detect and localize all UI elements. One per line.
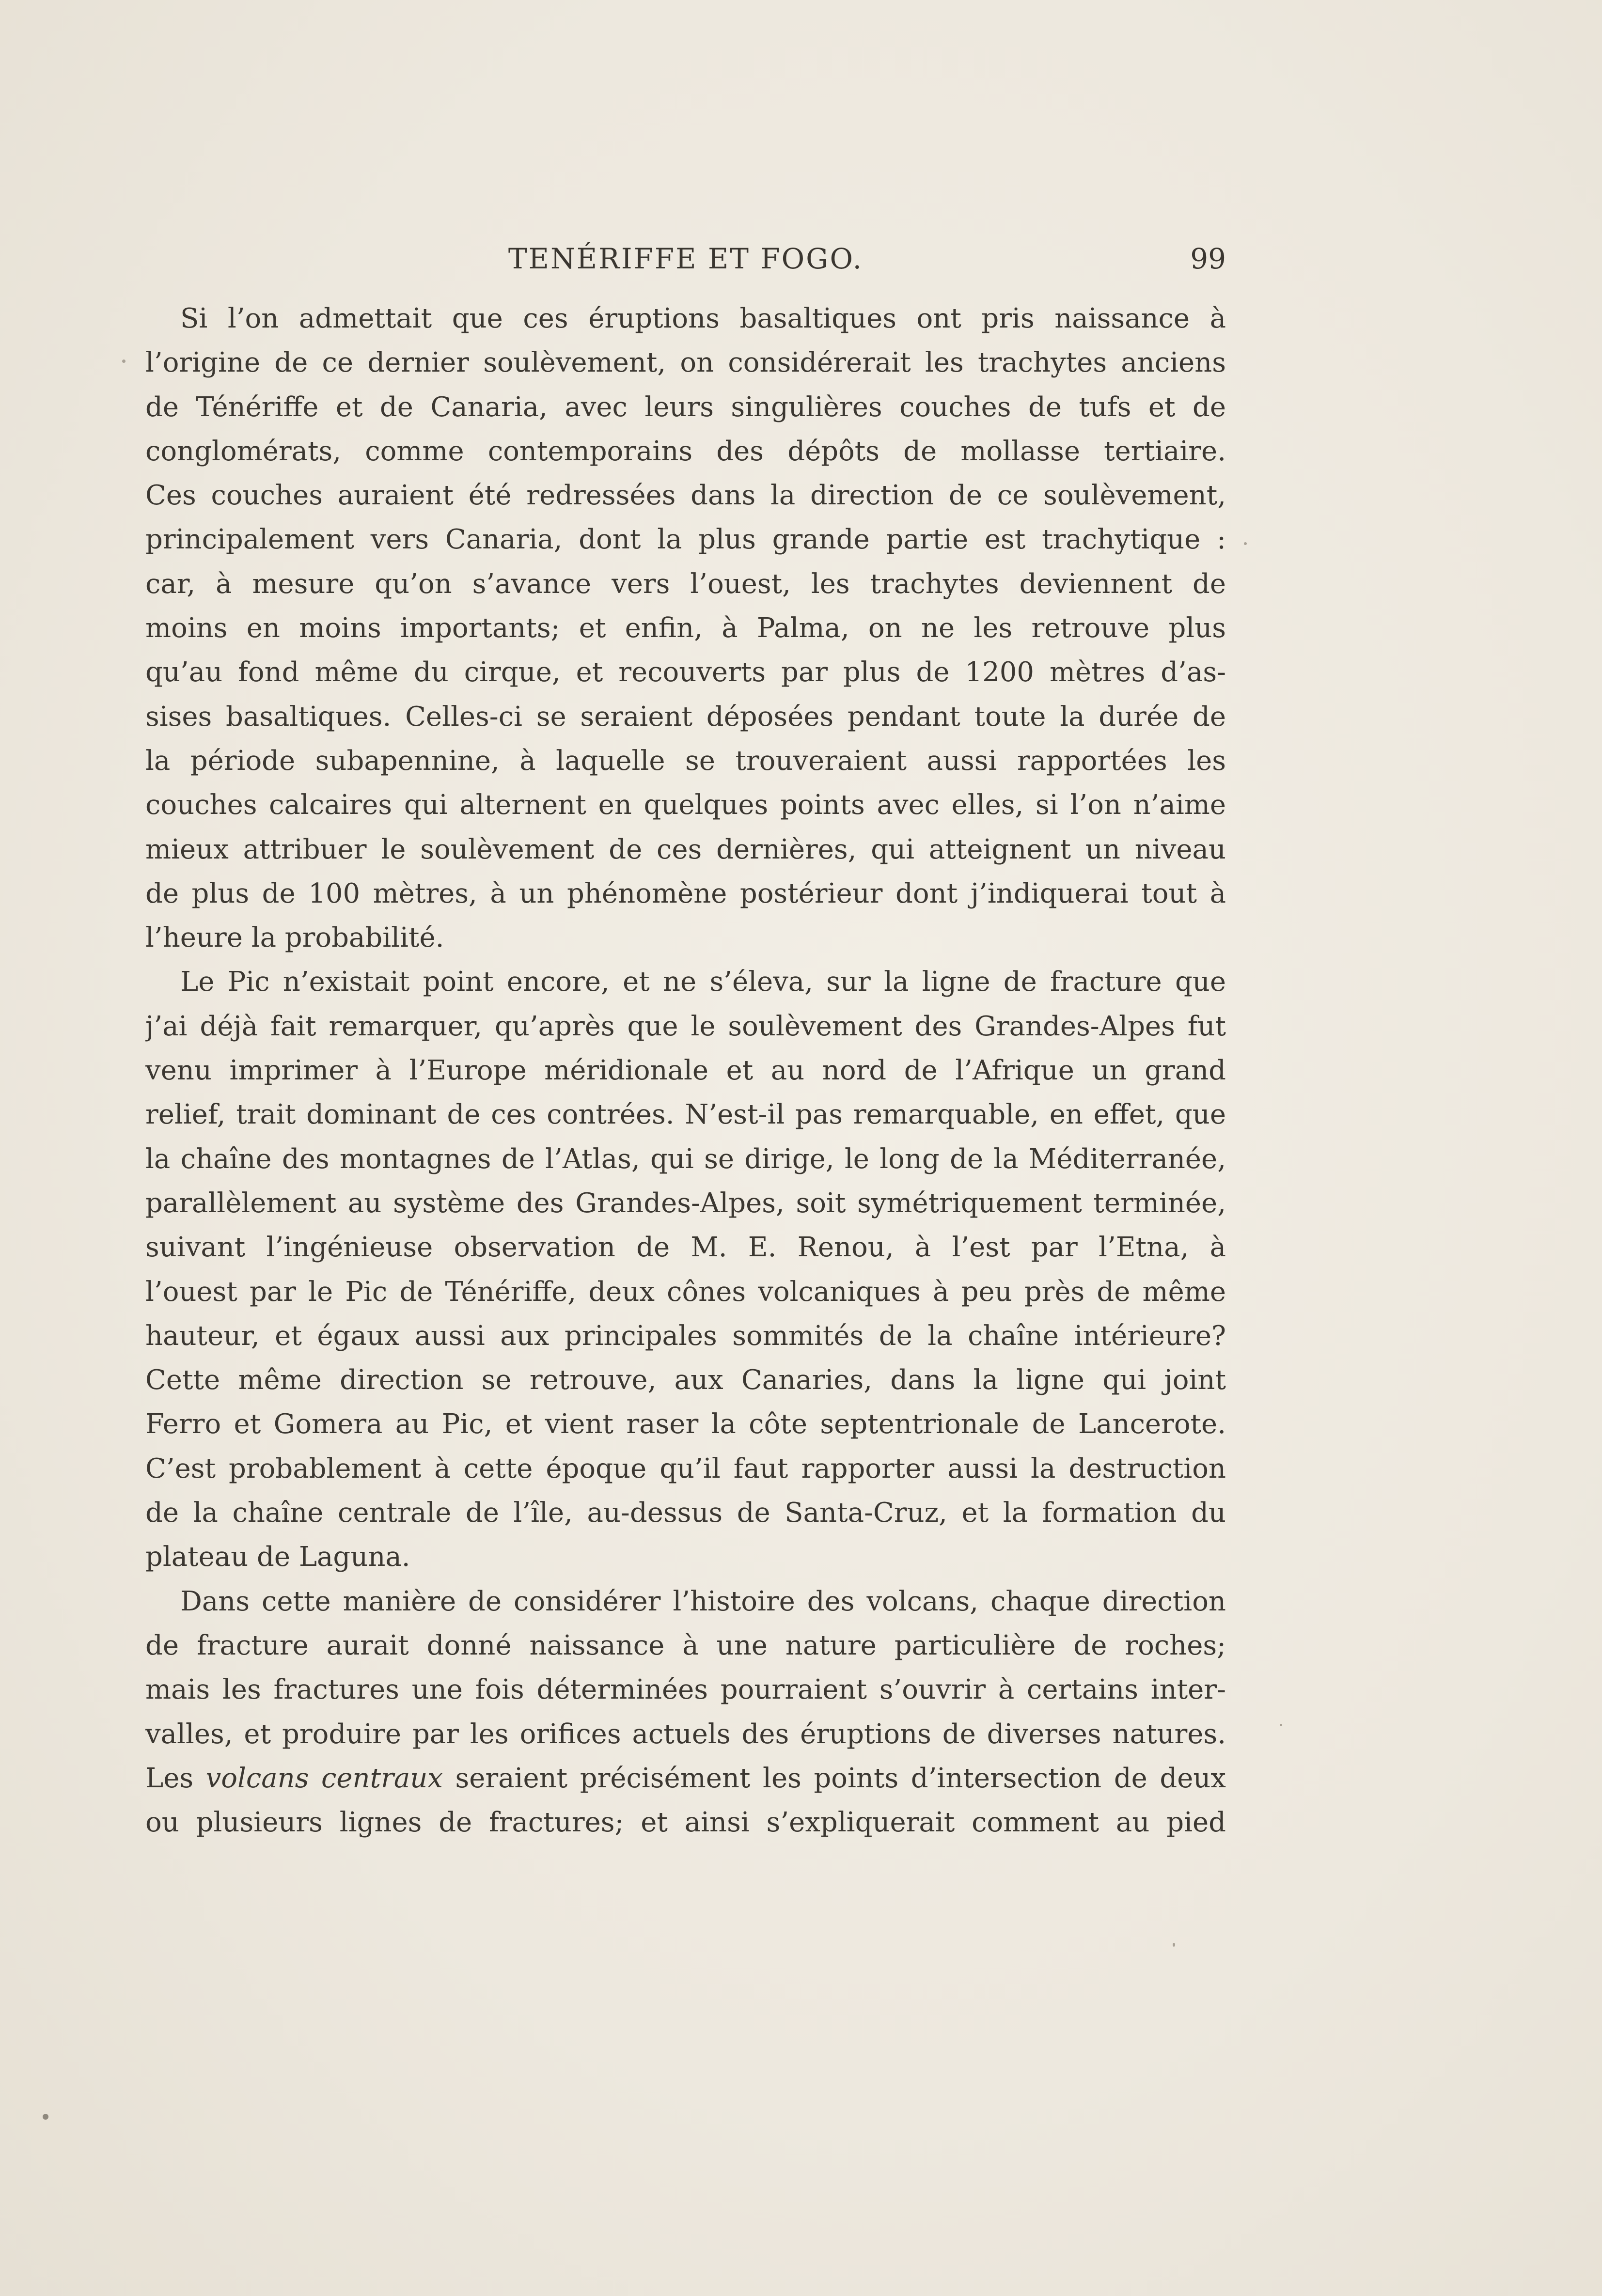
paper-speck bbox=[1280, 1724, 1282, 1726]
text-line: l’ouest par le Pic de Ténériffe, deux cônes volcaniques à peu près de même bbox=[145, 1276, 1226, 1308]
text-line: sises basaltiques. Celles-ci se seraient déposées pendant toute la durée de bbox=[145, 701, 1226, 733]
text-line: conglomérats, comme contemporains des dépôts de mollasse tertiaire. bbox=[145, 435, 1226, 467]
text-line: de fracture aurait donné naissance à une nature particulière de roches; bbox=[145, 1629, 1226, 1661]
paper-speck bbox=[1173, 1943, 1175, 1947]
running-title: TENÉRIFFE ET FOGO. bbox=[508, 242, 864, 275]
paper-speck bbox=[1244, 542, 1247, 545]
italic-phrase: volcans centraux bbox=[205, 1762, 443, 1794]
page-number: 99 bbox=[1190, 242, 1226, 275]
text-line: moins en moins importants; et enfin, à Palma, on ne les retrouve plus bbox=[145, 612, 1226, 644]
text-line: la chaîne des montagnes de l’Atlas, qui se dirige, le long de la Méditerranée, bbox=[145, 1143, 1226, 1175]
text-line: Cette même direction se retrouve, aux Canaries, dans la ligne qui joint bbox=[145, 1364, 1226, 1396]
text-line: suivant l’ingénieuse observation de M. E. Renou, à l’est par l’Etna, à bbox=[145, 1232, 1226, 1264]
text-line: C’est probablement à cette époque qu’il faut rapporter aussi la destruction bbox=[145, 1453, 1226, 1484]
paper-speck bbox=[43, 2114, 48, 2120]
paper-speck bbox=[122, 359, 126, 363]
text-line: ou plusieurs lignes de fractures; et ainsi s’expliquerait comment au pied bbox=[145, 1807, 1226, 1839]
text-line: venu imprimer à l’Europe méridionale et au nord de l’Afrique un grand bbox=[145, 1055, 1226, 1087]
text-line: qu’au fond même du cirque, et recouverts par plus de 1200 mètres d’as- bbox=[145, 656, 1226, 688]
text-line: Si l’on admettait que ces éruptions basaltiques ont pris naissance à bbox=[180, 303, 1226, 334]
text-line: principalement vers Canaria, dont la plus grande partie est trachytique : bbox=[145, 524, 1226, 556]
text-line: mieux attribuer le soulèvement de ces dernières, qui atteignent un niveau bbox=[145, 833, 1226, 865]
text-line: hauteur, et égaux aussi aux principales sommités de la chaîne intérieure? bbox=[145, 1320, 1226, 1352]
text-line: l’origine de ce dernier soulèvement, on considérerait les trachytes anciens bbox=[145, 347, 1226, 379]
text-line: Le Pic n’existait point encore, et ne s’éleva, sur la ligne de fracture que bbox=[180, 966, 1226, 998]
text-line: de plus de 100 mètres, à un phénomène postérieur dont j’indiquerai tout à bbox=[145, 877, 1226, 909]
text-line: la période subapennine, à laquelle se trouveraient aussi rapportées les bbox=[145, 745, 1226, 777]
text-line: de Ténériffe et de Canaria, avec leurs singulières couches de tufs et de bbox=[145, 391, 1226, 423]
body-text bbox=[145, 297, 1226, 1844]
text-line: j’ai déjà fait remarquer, qu’après que le soulèvement des Grandes-Alpes fut bbox=[145, 1010, 1226, 1042]
text-line: plateau de Laguna. bbox=[145, 1541, 410, 1573]
text-line: car, à mesure qu’on s’avance vers l’ouest, les trachytes deviennent de bbox=[145, 568, 1226, 600]
text-line: relief, trait dominant de ces contrées. N’est-il pas remarquable, en effet, que bbox=[145, 1099, 1226, 1131]
text-line-with-italic: Les volcans centraux seraient précisément les points d’intersection de deux bbox=[145, 1762, 1226, 1794]
text-line: Ces couches auraient été redressées dans la direction de ce soulèvement, bbox=[145, 480, 1226, 512]
text-line: valles, et produire par les orifices actuels des éruptions de diverses natures. bbox=[145, 1718, 1226, 1750]
text-line: couches calcaires qui alternent en quelques points avec elles, si l’on n’aime bbox=[145, 789, 1226, 821]
text-line: Dans cette manière de considérer l’histoire des volcans, chaque direction bbox=[180, 1585, 1226, 1617]
page-header bbox=[145, 242, 1226, 291]
text-line: mais les fractures une fois déterminées pourraient s’ouvrir à certains inter- bbox=[145, 1674, 1226, 1706]
text-line: Ferro et Gomera au Pic, et vient raser la côte septentrionale de Lancerote. bbox=[145, 1408, 1226, 1440]
text-line: l’heure la probabilité. bbox=[145, 922, 444, 954]
text-line: de la chaîne centrale de l’île, au-dessus de Santa-Cruz, et la formation du bbox=[145, 1497, 1226, 1529]
text-line: parallèlement au système des Grandes-Alpes, soit symétriquement terminée, bbox=[145, 1187, 1226, 1219]
